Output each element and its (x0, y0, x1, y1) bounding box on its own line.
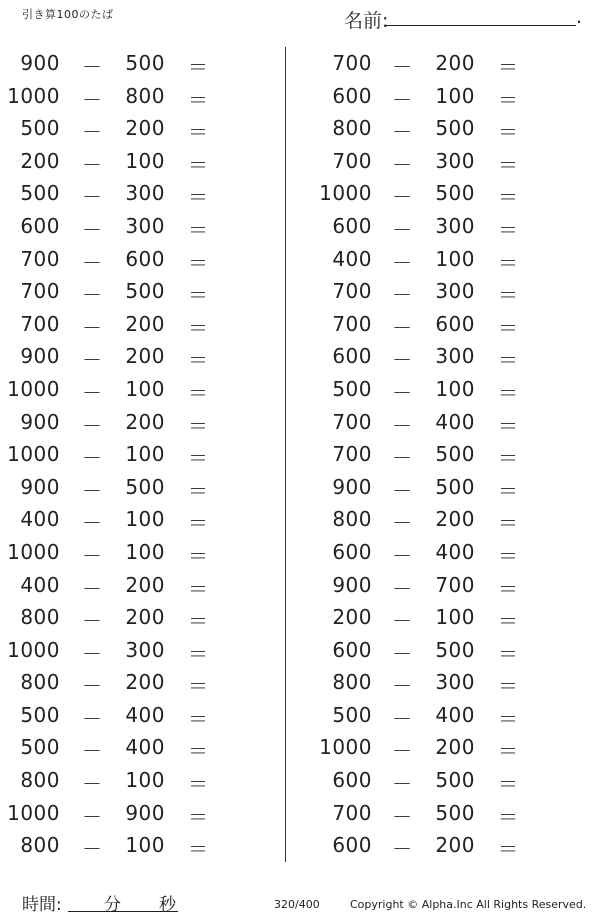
subtrahend: 100 (435, 605, 475, 630)
equals-sign: ＝ (188, 185, 209, 210)
minus-sign: － (82, 511, 103, 536)
subtrahend: 500 (125, 279, 165, 304)
equals-sign: ＝ (188, 446, 209, 471)
equals-sign: ＝ (498, 348, 519, 373)
minuend: 500 (20, 116, 60, 141)
problem-row (310, 406, 590, 439)
minus-sign: － (82, 87, 103, 112)
subtrahend: 500 (435, 768, 475, 793)
minuend: 800 (332, 116, 372, 141)
equals-sign: ＝ (188, 315, 209, 340)
subtrahend: 100 (435, 83, 475, 108)
minus-sign: － (392, 446, 413, 471)
minuend: 800 (20, 833, 60, 858)
minus-sign: － (82, 478, 103, 503)
column-divider (285, 47, 286, 862)
minus-sign: － (82, 446, 103, 471)
problem-row (310, 503, 590, 536)
problem-row (310, 340, 590, 373)
subtrahend: 500 (435, 800, 475, 825)
equals-sign: ＝ (498, 576, 519, 601)
equals-sign: ＝ (188, 348, 209, 373)
subtrahend: 300 (435, 213, 475, 238)
minus-sign: － (392, 185, 413, 210)
equals-sign: ＝ (188, 609, 209, 634)
minuend: 600 (20, 213, 60, 238)
minuend: 400 (20, 507, 60, 532)
minus-sign: － (392, 804, 413, 829)
problem-row (310, 471, 590, 504)
minus-sign: － (392, 348, 413, 373)
minus-sign: － (82, 283, 103, 308)
problem-row (0, 536, 280, 569)
subtrahend: 100 (125, 768, 165, 793)
equals-sign: ＝ (188, 152, 209, 177)
problem-row (310, 145, 590, 178)
problem-row (310, 210, 590, 243)
minus-sign: － (82, 413, 103, 438)
minuend: 800 (332, 507, 372, 532)
minus-sign: － (82, 543, 103, 568)
equals-sign: ＝ (188, 804, 209, 829)
minus-sign: － (392, 250, 413, 275)
minuend: 1000 (7, 800, 60, 825)
subtrahend: 600 (125, 246, 165, 271)
minuend: 900 (332, 572, 372, 597)
subtrahend: 900 (125, 800, 165, 825)
minus-sign: － (82, 380, 103, 405)
equals-sign: ＝ (498, 609, 519, 634)
minus-sign: － (82, 120, 103, 145)
subtrahend: 300 (435, 279, 475, 304)
equals-sign: ＝ (188, 87, 209, 112)
subtrahend: 100 (125, 507, 165, 532)
problem-row (0, 210, 280, 243)
minuend: 800 (332, 670, 372, 695)
minus-sign: － (82, 739, 103, 764)
minuend: 500 (332, 702, 372, 727)
copyright-notice: Copyright © Alpha.Inc All Rights Reserved. (350, 898, 587, 911)
equals-sign: ＝ (498, 739, 519, 764)
minus-sign: － (82, 185, 103, 210)
equals-sign: ＝ (188, 120, 209, 145)
equals-sign: ＝ (498, 185, 519, 210)
problem-row (0, 80, 280, 113)
equals-sign: ＝ (498, 641, 519, 666)
minuend: 600 (332, 539, 372, 564)
subtrahend: 300 (435, 670, 475, 695)
problem-row (0, 764, 280, 797)
problem-row (0, 471, 280, 504)
minuend: 1000 (7, 637, 60, 662)
minuend: 500 (20, 181, 60, 206)
subtrahend: 200 (435, 833, 475, 858)
minuend: 1000 (319, 735, 372, 760)
problem-row (0, 243, 280, 276)
problem-row (310, 601, 590, 634)
minuend: 700 (332, 51, 372, 75)
subtrahend: 300 (435, 344, 475, 369)
minuend: 900 (20, 474, 60, 499)
minus-sign: － (392, 478, 413, 503)
minuend: 900 (20, 409, 60, 434)
problem-row (0, 275, 280, 308)
problem-row (0, 699, 280, 732)
subtrahend: 500 (125, 51, 165, 75)
problem-row (310, 699, 590, 732)
right-problem-column (310, 47, 590, 862)
subtrahend: 200 (125, 409, 165, 434)
minus-sign: － (82, 674, 103, 699)
equals-sign: ＝ (188, 478, 209, 503)
minuend: 500 (20, 702, 60, 727)
minus-sign: － (392, 641, 413, 666)
minuend: 1000 (7, 539, 60, 564)
subtrahend: 500 (435, 181, 475, 206)
problem-row (310, 731, 590, 764)
minutes-label: 分 (104, 895, 121, 915)
minuend: 1000 (319, 181, 372, 206)
problem-row (0, 373, 280, 406)
problem-row (0, 438, 280, 471)
minus-sign: － (392, 609, 413, 634)
problem-row (310, 797, 590, 830)
equals-sign: ＝ (188, 576, 209, 601)
subtrahend: 400 (435, 702, 475, 727)
minuend: 800 (20, 605, 60, 630)
equals-sign: ＝ (188, 772, 209, 797)
subtrahend: 100 (125, 148, 165, 173)
minus-sign: － (392, 87, 413, 112)
subtrahend: 700 (435, 572, 475, 597)
equals-sign: ＝ (188, 511, 209, 536)
problem-row (310, 634, 590, 667)
minus-sign: － (82, 217, 103, 242)
equals-sign: ＝ (188, 55, 209, 79)
equals-sign: ＝ (188, 543, 209, 568)
problem-row (310, 275, 590, 308)
subtrahend: 300 (125, 213, 165, 238)
minuend: 200 (332, 605, 372, 630)
minus-sign: － (392, 217, 413, 242)
problem-row (0, 503, 280, 536)
minuend: 400 (20, 572, 60, 597)
time-label: 時間: (22, 895, 62, 915)
minuend: 700 (332, 279, 372, 304)
minuend: 700 (332, 311, 372, 336)
equals-sign: ＝ (498, 543, 519, 568)
equals-sign: ＝ (498, 837, 519, 862)
minuend: 1000 (7, 83, 60, 108)
minuend: 500 (20, 735, 60, 760)
name-label: 名前: (344, 10, 389, 32)
minus-sign: － (392, 152, 413, 177)
equals-sign: ＝ (498, 772, 519, 797)
subtrahend: 200 (435, 51, 475, 75)
minuend: 900 (20, 51, 60, 75)
minuend: 200 (20, 148, 60, 173)
subtrahend: 500 (435, 442, 475, 467)
minus-sign: － (392, 576, 413, 601)
left-problem-column (0, 47, 280, 862)
minus-sign: － (82, 804, 103, 829)
problem-row (310, 764, 590, 797)
minuend: 600 (332, 83, 372, 108)
subtrahend: 200 (125, 344, 165, 369)
equals-sign: ＝ (188, 283, 209, 308)
minus-sign: － (392, 706, 413, 731)
equals-sign: ＝ (498, 380, 519, 405)
equals-sign: ＝ (498, 152, 519, 177)
subtrahend: 200 (125, 670, 165, 695)
equals-sign: ＝ (498, 478, 519, 503)
minus-sign: － (82, 250, 103, 275)
subtrahend: 300 (125, 181, 165, 206)
equals-sign: ＝ (188, 706, 209, 731)
minuend: 700 (332, 148, 372, 173)
minus-sign: － (82, 609, 103, 634)
subtrahend: 600 (435, 311, 475, 336)
subtrahend: 800 (125, 83, 165, 108)
problem-row (310, 112, 590, 145)
minus-sign: － (82, 576, 103, 601)
problem-row (310, 47, 590, 80)
problem-row (0, 47, 280, 80)
problem-row (310, 666, 590, 699)
minuend: 700 (332, 442, 372, 467)
subtrahend: 300 (125, 637, 165, 662)
minus-sign: － (392, 772, 413, 797)
equals-sign: ＝ (188, 217, 209, 242)
subtrahend: 100 (435, 246, 475, 271)
minuend: 800 (20, 768, 60, 793)
minus-sign: － (82, 641, 103, 666)
minuend: 600 (332, 833, 372, 858)
subtrahend: 400 (125, 735, 165, 760)
minuend: 700 (332, 800, 372, 825)
minus-sign: － (392, 55, 413, 79)
worksheet-title: 引き算100のたば (22, 8, 114, 21)
equals-sign: ＝ (498, 446, 519, 471)
minuend: 700 (332, 409, 372, 434)
equals-sign: ＝ (498, 87, 519, 112)
problem-row (0, 569, 280, 602)
problem-row (310, 177, 590, 210)
minus-sign: － (392, 511, 413, 536)
equals-sign: ＝ (188, 380, 209, 405)
equals-sign: ＝ (498, 217, 519, 242)
problem-row (310, 80, 590, 113)
problem-row (310, 536, 590, 569)
subtrahend: 400 (435, 539, 475, 564)
minuend: 400 (332, 246, 372, 271)
equals-sign: ＝ (188, 641, 209, 666)
name-end-mark: . (576, 6, 583, 28)
subtrahend: 300 (435, 148, 475, 173)
equals-sign: ＝ (498, 283, 519, 308)
problem-row (0, 829, 280, 862)
subtrahend: 200 (435, 735, 475, 760)
equals-sign: ＝ (498, 706, 519, 731)
problem-row (310, 569, 590, 602)
minus-sign: － (392, 543, 413, 568)
equals-sign: ＝ (498, 804, 519, 829)
minus-sign: － (392, 283, 413, 308)
equals-sign: ＝ (498, 511, 519, 536)
minuend: 700 (20, 279, 60, 304)
minuend: 600 (332, 213, 372, 238)
minus-sign: － (392, 315, 413, 340)
minuend: 700 (20, 311, 60, 336)
minuend: 600 (332, 344, 372, 369)
equals-sign: ＝ (188, 739, 209, 764)
equals-sign: ＝ (188, 674, 209, 699)
minus-sign: － (392, 674, 413, 699)
subtrahend: 400 (125, 702, 165, 727)
minuend: 700 (20, 246, 60, 271)
problem-row (0, 145, 280, 178)
minus-sign: － (392, 380, 413, 405)
minus-sign: － (82, 706, 103, 731)
problem-row (310, 243, 590, 276)
minuend: 1000 (7, 442, 60, 467)
minus-sign: － (82, 772, 103, 797)
equals-sign: ＝ (188, 837, 209, 862)
problem-row (310, 373, 590, 406)
problem-row (310, 829, 590, 862)
minuend: 900 (20, 344, 60, 369)
subtrahend: 100 (125, 376, 165, 401)
page-number: 320/400 (274, 898, 320, 911)
minus-sign: － (392, 739, 413, 764)
problem-row (310, 308, 590, 341)
subtrahend: 500 (125, 474, 165, 499)
minus-sign: － (392, 837, 413, 862)
problem-row (0, 797, 280, 830)
equals-sign: ＝ (498, 413, 519, 438)
problem-row (0, 112, 280, 145)
problem-row (0, 601, 280, 634)
minus-sign: － (392, 413, 413, 438)
subtrahend: 100 (125, 539, 165, 564)
equals-sign: ＝ (188, 250, 209, 275)
problem-row (0, 634, 280, 667)
name-field-line[interactable] (386, 25, 576, 26)
minuend: 900 (332, 474, 372, 499)
equals-sign: ＝ (498, 55, 519, 79)
equals-sign: ＝ (498, 120, 519, 145)
subtrahend: 200 (125, 311, 165, 336)
problem-row (0, 340, 280, 373)
minus-sign: － (82, 152, 103, 177)
minus-sign: － (392, 120, 413, 145)
subtrahend: 200 (125, 605, 165, 630)
minus-sign: － (82, 55, 103, 79)
minuend: 1000 (7, 376, 60, 401)
equals-sign: ＝ (498, 315, 519, 340)
subtrahend: 500 (435, 116, 475, 141)
subtrahend: 400 (435, 409, 475, 434)
minus-sign: － (82, 315, 103, 340)
subtrahend: 500 (435, 637, 475, 662)
subtrahend: 200 (435, 507, 475, 532)
problem-row (0, 177, 280, 210)
equals-sign: ＝ (498, 250, 519, 275)
problem-row (310, 438, 590, 471)
subtrahend: 500 (435, 474, 475, 499)
problem-row (0, 406, 280, 439)
problem-row (0, 731, 280, 764)
minus-sign: － (82, 837, 103, 862)
seconds-label: 秒 (159, 895, 176, 915)
minuend: 600 (332, 768, 372, 793)
problem-row (0, 666, 280, 699)
subtrahend: 100 (125, 833, 165, 858)
minus-sign: － (82, 348, 103, 373)
minuend: 500 (332, 376, 372, 401)
minuend: 800 (20, 670, 60, 695)
problem-row (0, 308, 280, 341)
subtrahend: 200 (125, 116, 165, 141)
equals-sign: ＝ (188, 413, 209, 438)
minuend: 600 (332, 637, 372, 662)
subtrahend: 200 (125, 572, 165, 597)
subtrahend: 100 (435, 376, 475, 401)
subtrahend: 100 (125, 442, 165, 467)
equals-sign: ＝ (498, 674, 519, 699)
